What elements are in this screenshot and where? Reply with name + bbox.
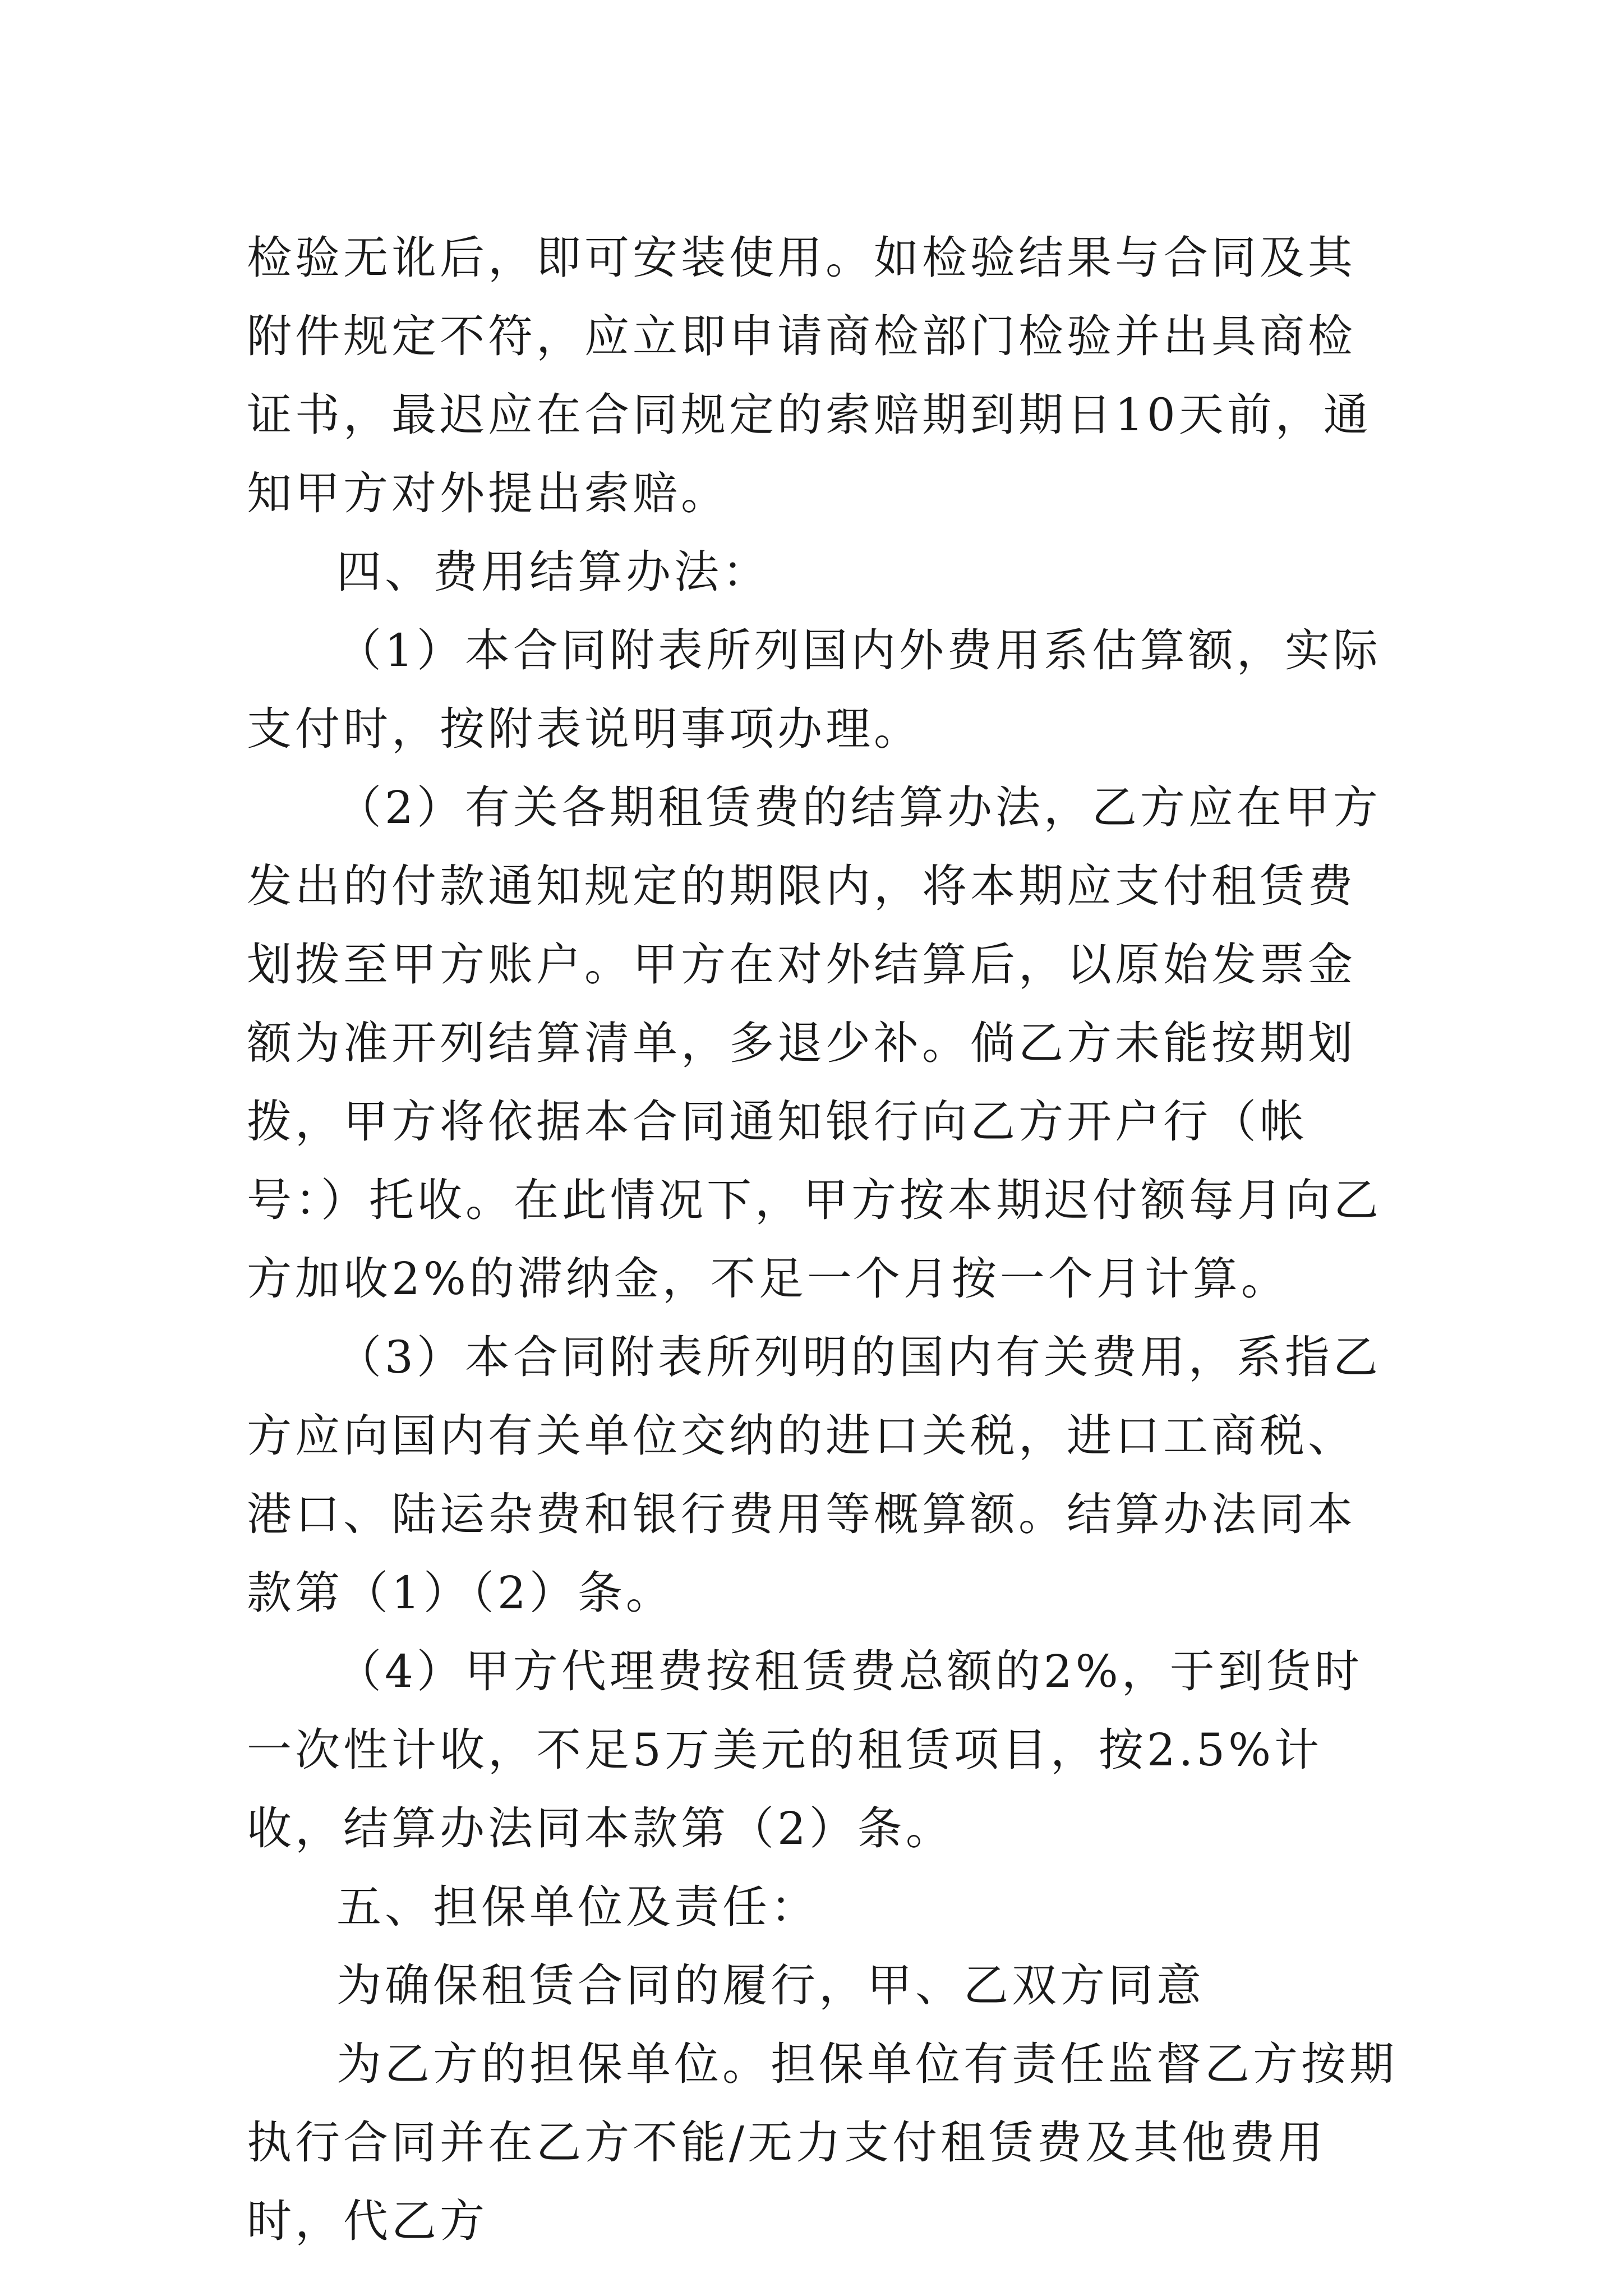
paragraph-fee-item-3: （3）本合同附表所列明的国内有关费用，系指乙方应向国内有关单位交纳的进口关税，进口工商税、港口、陆运杂费和银行费用等概算额。结算办法同本款第（1）（2）条。 [247,1331,1381,1619]
paragraph-fee-item-1: （1）本合同附表所列国内外费用系估算额，实际支付时，按附表说明事项办理。 [247,624,1381,755]
paragraph-fee-item-4: （4）甲方代理费按租赁费总额的2%，于到货时一次性计收，不足5万美元的租赁项目，按2.5%计收，结算办法同本款第（2）条。 [247,1645,1363,1855]
paragraph-guarantor-duty: 为乙方的担保单位。担保单位有责任监督乙方按期执行合同并在乙方不能/无力支付租赁费及其他费用时，代乙方 [247,2038,1398,2247]
heading-guarantor: 五、担保单位及责任： [336,1881,819,1933]
document-body [247,219,1402,2261]
paragraph-inspection-continuation: 检验无讹后，即可安装使用。如检验结果与合同及其附件规定不符，应立即申请商检部门检验并出具商检证书，最迟应在合同规定的索赔期到期日10天前，通知甲方对外提出索赔。 [247,232,1372,519]
paragraph-guarantor-agreement: 为确保租赁合同的履行，甲、乙双方同意 [336,1959,1205,2012]
paragraph-fee-item-2: （2）有关各期租赁费的结算办法，乙方应在甲方发出的付款通知规定的期限内，将本期应支付租赁费划拨至甲方账户。甲方在对外结算后，以原始发票金额为准开列结算清单，多退少补。倘乙方未能按期划拨，甲方将依据本合同通知银行向乙方开户行（帐号：）托收。在此情况下，甲方按本期迟付额每月向乙方加收2%的滞纳金，不足一个月按一个月计算。 [247,781,1382,1305]
heading-fee-settlement: 四、费用结算办法： [336,546,771,598]
